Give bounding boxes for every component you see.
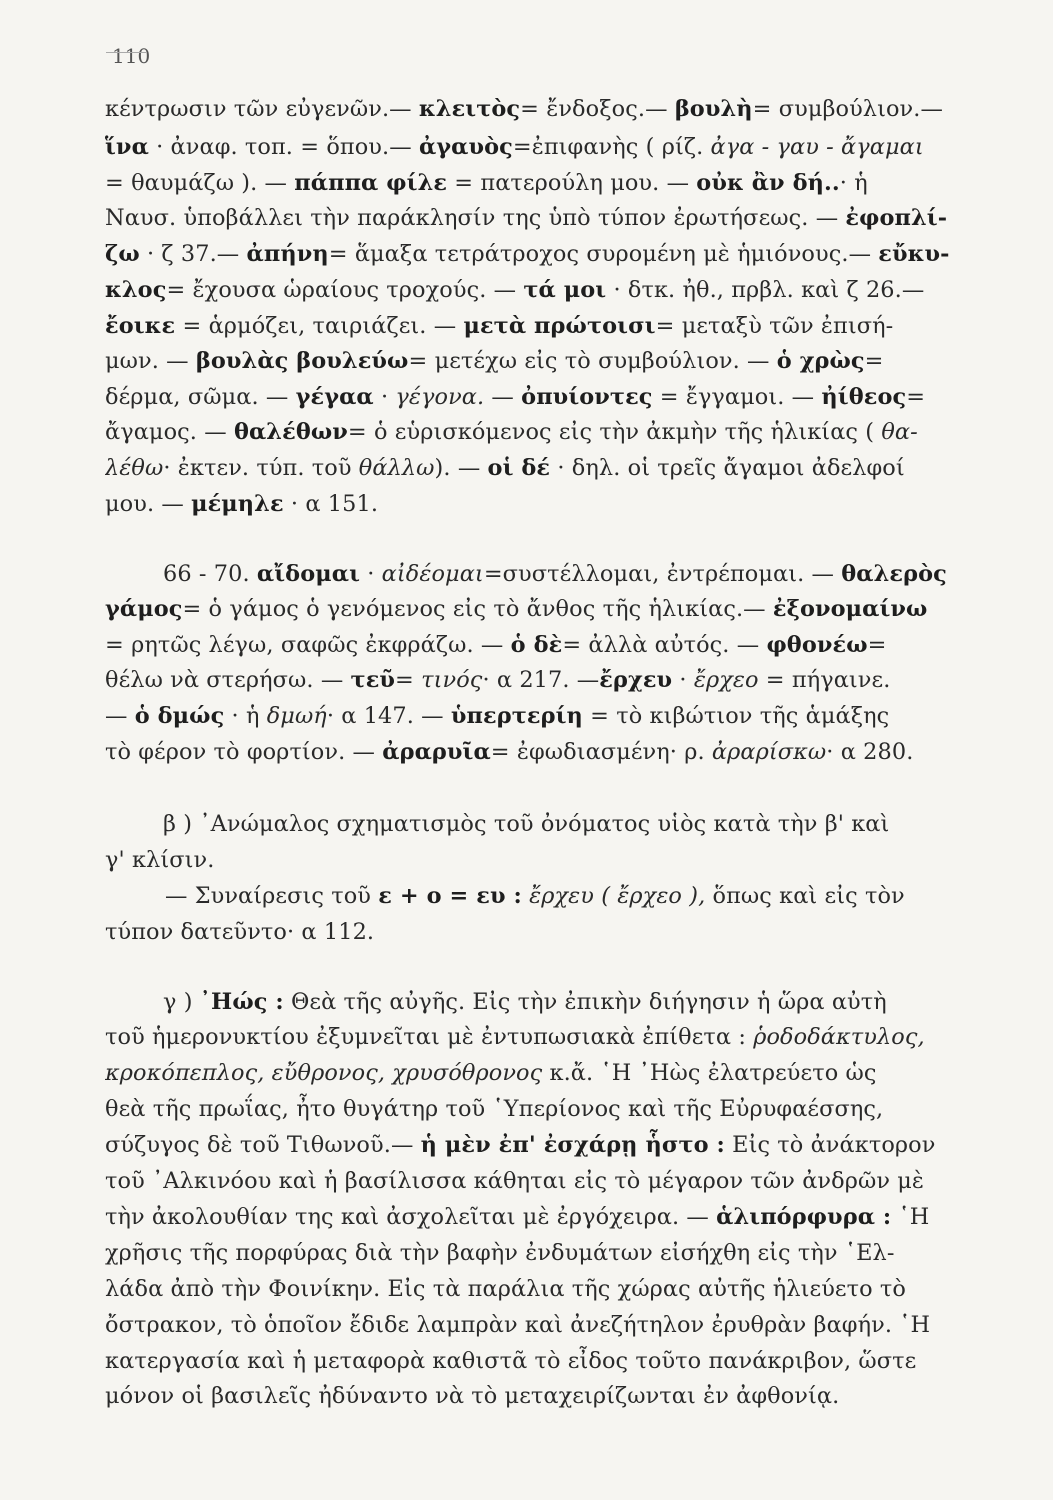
text-segment: γ ) (163, 989, 200, 1015)
bold-term: ὁ χρὼς (776, 348, 865, 374)
text-segment: = πήγαινε. (758, 667, 891, 693)
text-segment: θέλω νὰ στερήσω. — (105, 667, 351, 693)
text-line (105, 916, 965, 948)
text-line (105, 736, 965, 768)
text-line (105, 416, 965, 448)
italic-term: ἀγα - γαυ - ἄγαμαι (710, 134, 924, 160)
text-line (105, 1057, 965, 1089)
bold-term: ἔρχευ (599, 667, 673, 693)
text-line (105, 345, 965, 377)
bold-term: πάππα φίλε (294, 170, 448, 196)
text-line (105, 381, 965, 413)
text-line (105, 1165, 965, 1197)
text-line (105, 986, 1023, 1018)
text-segment: · ἡ (839, 170, 868, 196)
text-line (105, 1345, 965, 1377)
text-line (105, 593, 965, 625)
text-segment: κέντρωσιν τῶν εὐγενῶν.— (105, 96, 419, 122)
bold-term: ἀπήνη (246, 241, 329, 267)
text-segment: = ἅμαξα τετράτροχος συρομένη μὲ ἡμιόνους.— (328, 241, 879, 267)
text-segment: ὅπως καὶ εἰς τὸν (705, 883, 905, 909)
bold-term: τά μοι (523, 277, 607, 303)
text-segment: = συμβούλιον.— (752, 96, 943, 122)
text-segment: — Συναίρεσις τοῦ (165, 883, 379, 909)
bold-term: ζω (105, 241, 140, 267)
bold-term: ὁ δὲ (510, 632, 563, 658)
bold-term: αἴδομαι (256, 561, 361, 587)
bold-term: κλος (105, 277, 167, 303)
text-segment: = ἁρμόζει, ταιριάζει. — (175, 313, 464, 339)
bold-term: οἱ δέ (487, 455, 551, 481)
text-segment: · α 217. — (482, 667, 600, 693)
text-line (105, 1129, 965, 1161)
text-segment: γ' κλίσιν. (105, 847, 215, 873)
text-line (105, 1201, 965, 1233)
bold-term: ᾿Ηώς : (199, 989, 284, 1015)
text-line (105, 238, 965, 270)
italic-term: τινός (421, 667, 483, 693)
text-segment: = ἀλλὰ αὐτός. — (562, 632, 767, 658)
text-segment: τοῦ ᾿Αλκινόου καὶ ἡ βασίλισσα κάθηται εἰς τὸ μέγαρον τῶν ἀνδρῶν μὲ (105, 1168, 925, 1194)
text-segment: = τὸ κιβώτιον τῆς ἁμάξης (582, 703, 890, 729)
italic-term: δμωή (266, 703, 327, 729)
text-segment: · ἐκτεν. τύπ. τοῦ (163, 455, 359, 481)
text-segment: κατεργασία καὶ ἡ μεταφορὰ καθιστᾶ τὸ εἶδος τοῦτο πανάκριβον, ὥστε (105, 1348, 917, 1374)
text-segment: · ἀναφ. τοπ. = ὅπου.— (148, 134, 419, 160)
bold-term: ἠίθεος (821, 384, 907, 410)
text-segment: = ἔγγαμοι. — (652, 384, 822, 410)
text-segment: = μετέχω εἰς τὸ συμβούλιον. — (408, 348, 777, 374)
bold-term: ε + ο = ευ : (378, 883, 522, 909)
text-segment: = ἔχουσα ὡραίους τροχούς. — (166, 277, 524, 303)
bold-term: εὔκυ- (878, 241, 950, 267)
italic-term: λέθω (105, 455, 164, 481)
text-segment: = μεταξὺ τῶν ἐπισή- (655, 313, 894, 339)
italic-term: ἔρχεο (693, 667, 759, 693)
italic-term: ἔρχευ ( ἔρχεο ), (529, 883, 706, 909)
text-segment: =ἐπιφανὴς ( ρίζ. (512, 134, 711, 160)
text-segment: Ναυσ. ὑποβάλλει τὴν παράκλησίν της ὑπὸ τύπον ἐρωτήσεως. — (105, 205, 846, 231)
bold-term: μέμηλε (191, 491, 284, 517)
text-segment: ). — (434, 455, 488, 481)
text-segment: δέρμα, σῶμα. — (105, 384, 296, 410)
italic-term: ἀραρίσκω (711, 739, 827, 765)
text-segment: =συστέλλομαι, ἐντρέπομαι. — (483, 561, 842, 587)
text-segment: χρῆσις τῆς πορφύρας διὰ τὴν βαφὴν ἐνδυμάτων εἰσήχθη εἰς τὴν ῾Ελ- (105, 1240, 895, 1266)
text-segment: μων. — (105, 348, 196, 374)
text-line (105, 1309, 965, 1341)
bold-term: ἐφοπλί- (845, 205, 948, 231)
text-line (105, 1237, 965, 1269)
text-line (105, 93, 965, 125)
text-line (105, 167, 965, 199)
text-segment: · (672, 667, 694, 693)
italic-term: ῥοδοδάκτυλος, (753, 1024, 925, 1050)
italic-term: θάλλω (358, 455, 435, 481)
text-segment: μόνον οἱ βασιλεῖς ἠδύναντο νὰ τὸ μεταχειρίζωνται ἐν ἀφθονίᾳ. (105, 1383, 840, 1409)
text-segment: β ) ᾿Ανώμαλος σχηματισμὸς τοῦ ὀνόματος υἱὸς κατὰ τὴν β' καὶ (163, 811, 890, 837)
text-segment: = ρητῶς λέγω, σαφῶς ἐκφράζω. — (105, 632, 511, 658)
text-segment: = (906, 384, 926, 410)
text-segment: — (484, 384, 522, 410)
text-segment: τὸ φέρον τὸ φορτίον. — (105, 739, 383, 765)
bold-term: βουλὰς βουλεύω (195, 348, 409, 374)
text-line (105, 664, 965, 696)
text-line (105, 700, 965, 732)
bold-term: φθονέω (766, 632, 868, 658)
text-segment: · ζ 37.— (139, 241, 247, 267)
bold-term: θαλερὸς (841, 561, 947, 587)
bold-term: κλειτὸς (418, 96, 521, 122)
text-segment: · ἡ (224, 703, 267, 729)
bold-term: βουλὴ (674, 96, 753, 122)
text-line (105, 202, 965, 234)
bold-term: ἀραρυῖα (382, 739, 491, 765)
bold-term: οὐκ ἂν δή.. (696, 170, 840, 196)
text-line (105, 274, 965, 306)
text-segment: = (395, 667, 422, 693)
bold-term: ἡ μὲν ἐπ' ἐσχάρῃ ἧστο : (420, 1132, 725, 1158)
text-line (105, 310, 965, 342)
text-segment: = ὁ εὑρισκόμενος εἰς τὴν ἀκμὴν τῆς ἡλικίας ( (347, 419, 882, 445)
text-line (105, 1021, 965, 1053)
bold-term: ὑπερτερίη (450, 703, 583, 729)
bold-term: γάμος (105, 596, 183, 622)
text-segment: ῾Η (891, 1204, 930, 1230)
text-segment: · δηλ. οἱ τρεῖς ἄγαμοι ἀδελφοί (550, 455, 905, 481)
page-number: 110 (112, 44, 151, 68)
bold-term: γέγαα (295, 384, 374, 410)
text-segment: — (105, 703, 135, 729)
text-segment: ὄστρακον, τὸ ὁποῖον ἔδιδε λαμπρὰν καὶ ἀνεζήτηλον ἐρυθρὰν βαφήν. ῾Η (105, 1312, 931, 1338)
text-segment: ἄγαμος. — (105, 419, 234, 445)
text-segment: = ἐφωδιασμένη· ρ. (490, 739, 712, 765)
text-line (105, 1273, 965, 1305)
text-segment: λάδα ἀπὸ τὴν Φοινίκην. Εἰς τὰ παράλια τῆς χώρας αὐτῆς ἡλιεύετο τὸ (105, 1276, 906, 1302)
text-line (105, 808, 1023, 840)
bold-term: ἀγαυὸς (418, 134, 513, 160)
text-segment: · α 280. (826, 739, 914, 765)
text-line (105, 844, 965, 876)
text-segment: · (360, 561, 382, 587)
bold-term: ὀπυίοντες (521, 384, 653, 410)
bold-term: ὁ δμώς (134, 703, 225, 729)
text-segment: κ.ἄ. ῾Η ᾿Ηὼς ἐλατρεύετο ὡς (542, 1060, 877, 1086)
text-line (105, 452, 965, 484)
text-segment: · δτκ. ἠθ., πρβλ. καὶ ζ 26.— (606, 277, 925, 303)
text-line (105, 629, 965, 661)
page-number-rule (106, 52, 146, 53)
italic-term: γέγονα. (395, 384, 485, 410)
text-segment: τὴν ἀκολουθίαν της καὶ ἀσχολεῖται μὲ ἐργόχειρα. — (105, 1204, 717, 1230)
text-segment: = (867, 632, 887, 658)
text-segment: = ὁ γάμος ὁ γενόμενος εἰς τὸ ἄνθος τῆς ἡλικίας.— (182, 596, 773, 622)
text-segment: Θεὰ τῆς αὐγῆς. Εἰς τὴν ἐπικὴν διήγησιν ἡ ὥρα αὐτὴ (283, 989, 887, 1015)
italic-term: κροκόπεπλος, εὔθρονος, χρυσόθρονος (105, 1060, 543, 1086)
text-segment: · α 147. — (326, 703, 451, 729)
bold-term: θαλέθων (233, 419, 348, 445)
italic-term: αἰδέομαι (381, 561, 484, 587)
text-segment: · α 151. (283, 491, 379, 517)
bold-term: τεῦ (350, 667, 396, 693)
bold-term: ἐξονομαίνω (772, 596, 928, 622)
text-segment: θεὰ τῆς πρωΐας, ἦτο θυγάτηρ τοῦ ῾Υπερίονος καὶ τῆς Εὐρυφαέσσης, (105, 1096, 884, 1122)
text-line (105, 558, 1023, 590)
text-segment: Εἰς τὸ ἀνάκτορον (724, 1132, 936, 1158)
bold-term: μετὰ πρώτοισι (463, 313, 656, 339)
text-line (105, 131, 965, 163)
bold-term: ἁλιπόρφυρα : (716, 1204, 892, 1230)
text-segment: = ἔνδοξος.— (520, 96, 675, 122)
text-segment: = (864, 348, 884, 374)
text-line (105, 488, 965, 520)
text-segment: μου. — (105, 491, 192, 517)
text-segment: = πατερούλη μου. — (447, 170, 697, 196)
text-segment: τοῦ ἡμερονυκτίου ἐξυμνεῖται μὲ ἐντυπωσιακὰ ἐπίθετα : (105, 1024, 754, 1050)
text-segment: 66 - 70. (163, 561, 257, 587)
bold-term: ἵνα (105, 134, 149, 160)
text-segment: τύπον δατεῦντο· α 112. (105, 919, 375, 945)
text-line (105, 1093, 965, 1125)
text-line (105, 1380, 965, 1412)
text-segment: · (373, 384, 396, 410)
italic-term: θα- (881, 419, 918, 445)
text-line (105, 880, 1025, 912)
bold-term: ἔοικε (105, 313, 176, 339)
text-segment: σύζυγος δὲ τοῦ Τιθωνοῦ.— (105, 1132, 421, 1158)
text-segment: = θαυμάζω ). — (105, 170, 295, 196)
